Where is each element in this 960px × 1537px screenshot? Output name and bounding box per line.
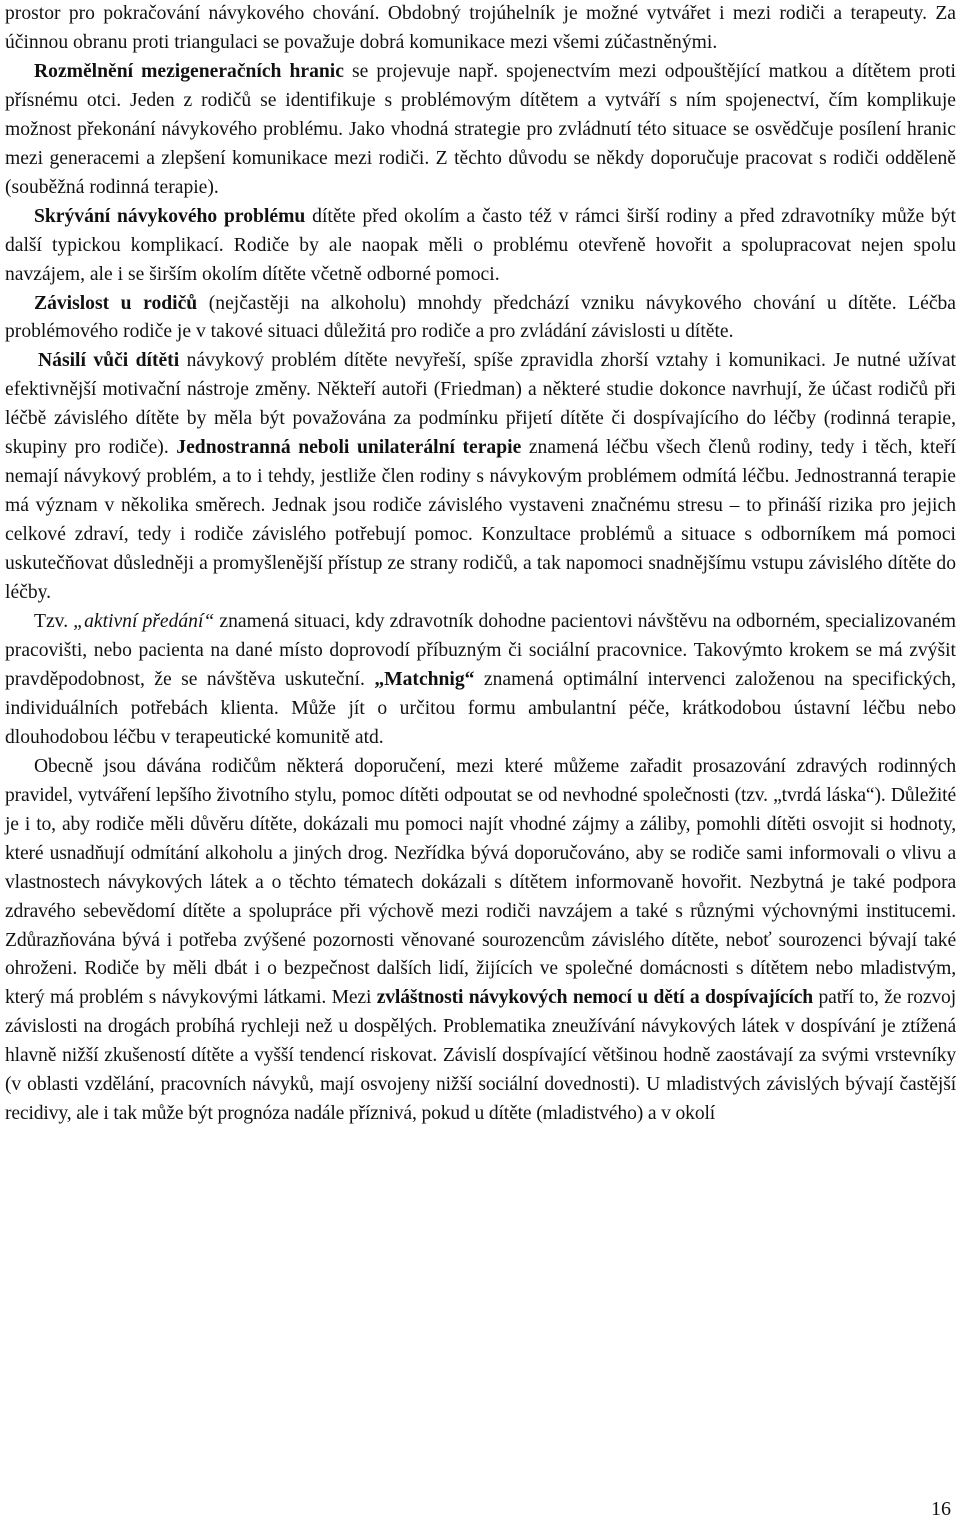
paragraph-active-referral	[5, 608, 956, 753]
paragraph-text: návykový problém dítěte nevyřeší, spíše zpravidla zhorší vztahy i komunikaci. Je nutné užívat efektivnější motivační nástroje změny. Někteří autoři (Friedman) a některé studie dokonce navrhují, že účast rodičů při léčbě závislého dítěte by měla být považována za podmínku přijetí dítěte či dospívajícího do léčby (rodinná terapie, skupiny pro rodiče).	[5, 350, 956, 459]
bold-term: zvláštnosti návykových nemocí u dětí a dospívajících	[376, 987, 814, 1009]
paragraph-text: znamená situaci, kdy zdravotník dohodne pacientovi návštěvu na odborném, specializovaném pracovišti, nebo pacienta na dané místo doprovodí příbuzným či sociální pracovnice. Takovýmto krokem se má zvýšit pravděpodobnost, že se návštěva uskuteční.	[5, 611, 956, 690]
paragraph-recommendations	[5, 753, 956, 1129]
italic-term: „aktivní předání“	[73, 611, 215, 633]
document-page	[5, 0, 956, 1129]
bold-term: Skrývání návykového problému	[34, 205, 306, 227]
paragraph-text: Obecně jsou dávána rodičům některá doporučení, mezi které můžeme zařadit prosazování zdravých rodinných pravidel, vytváření lepšího životního stylu, pomoc dítěti odpoutat se od nevhodné společnosti (tzv. „tvrdá láska“). Důležité je i to, aby rodiče měli důvěru dítěte, dokázali mu pomoci najít vhodné zájmy a záliby, pomohli dítěti osvojit si hodnoty, které usnadňují odmítání alkoholu a jiných drog. Nezřídka bývá doporučováno, aby se rodiče sami informovali o vlivu a vlastnostech návykových látek a o těchto tématech dokázali s dítětem informovaně hovořit. Nezbytná je také podpora zdravého sebevědomí dítěte a spolupráce při výchově mezi rodiči navzájem a také s různými výchovnými institucemi. Zdůrazňována bývá i potřeba zvýšené pozornosti věnované sourozencům závislého dítěte, neboť sourozenci bývají také ohroženi. Rodiče by měli dbát i o bezpečnost dalších lidí, žijících ve společné domácnosti s dítětem nebo mladistvým, který má problém s návykovými látkami. Mezi	[5, 755, 956, 1009]
paragraph-text: se projevuje např. spojenectvím mezi odpouštějící matkou a dítětem proti přísnému otci. Jeden z rodičů se identifikuje s problémovým dítětem a vytváří s ním spojenectví, čím komplikuje možnost překonání návykového problému. Jako vhodná strategie pro zvládnutí této situace se osvědčuje posílení hranic mezi generacemi a zlepšení komunikace mezi rodiči. Z těchto důvodu se někdy doporučuje pracovat s rodiči odděleně (souběžná rodinná terapie).	[5, 60, 956, 198]
bold-term: „Matchnig“	[374, 668, 475, 690]
bold-term: Rozmělnění mezigeneračních hranic	[34, 60, 344, 82]
paragraph-text: patří to, že rozvoj závislosti na drogách probíhá rychleji než u dospělých. Problematika zneužívání návykových látek v dospívání je ztížená hlavně nižší zkušeností dítěte a vyšší tendencí riskovat. Závislí dospívající většinou hodně zaostávají za svými vrstevníky (v oblasti vzdělání, pracovních návyků, mají osvojeny nižší sociální dovednosti). U mladistvých závislých bývají častější recidivy, ale i tak může být prognóza nadále příznivá, pokud u dítěte (mladistvého) a v okolí	[5, 987, 956, 1125]
paragraph-parent-addiction	[5, 290, 956, 348]
paragraph-hiding-problem	[5, 203, 956, 290]
paragraph-text: znamená léčbu všech členů rodiny, tedy i těch, kteří nemají návykový problém, a to i tehdy, jestliže člen rodiny s návykovým problémem odmítá léčbu. Jednostranná terapie má význam v několika směrech. Jednak jsou rodiče závislého vystaveni značnému stresu – to přináší rizika pro jejich celkové zdraví, tedy i rodiče závislého potřebují pomoc. Konzultace problémů a situace s odborníkem má pomoci uskutečňovat důsledněji a promyšlenější přístup ze strany rodičů, a tak napomoci snadnějšímu vstupu závislého dítěte do léčby.	[5, 437, 956, 604]
paragraph-violence-and-unilateral-therapy	[5, 347, 956, 608]
paragraph-text: dítěte před okolím a často též v rámci širší rodiny a před zdravotníky může být další typickou komplikací. Rodiče by ale naopak měli o problému otevřeně hovořit a spolupracovat nejen spolu navzájem, ale i se širším okolím dítěte včetně odborné pomoci.	[5, 205, 956, 285]
paragraph-triangulation	[5, 0, 956, 58]
paragraph-text: Tzv.	[34, 611, 74, 633]
paragraph-text: znamená optimální intervenci založenou na specifických, individuálních potřebách klienta. Může jít o určitou formu ambulantní péče, krátkodobou ústavní léčbu nebo dlouhodobou léčbu v terapeutické komunitě atd.	[5, 668, 956, 748]
paragraph-intergenerational-boundaries	[5, 58, 956, 203]
bold-term: Násilí vůči dítěti	[38, 350, 180, 372]
page-number: 16	[931, 1498, 951, 1520]
paragraph-text: prostor pro pokračování návykového chování. Obdobný trojúhelník je možné vytvářet i mezi rodiči a terapeuty. Za účinnou obranu proti triangulaci se považuje dobrá komunikace mezi všemi zúčastněnými.	[5, 3, 956, 53]
paragraph-text: (nejčastěji na alkoholu) mnohdy předchází vzniku návykového chování u dítěte. Léčba problémového rodiče je v takové situaci důležitá pro rodiče a pro zvládání závislosti u dítěte.	[5, 292, 957, 343]
bold-term: Závislost u rodičů	[34, 292, 198, 314]
bold-term: Jednostranná neboli unilaterální terapie	[176, 437, 522, 459]
